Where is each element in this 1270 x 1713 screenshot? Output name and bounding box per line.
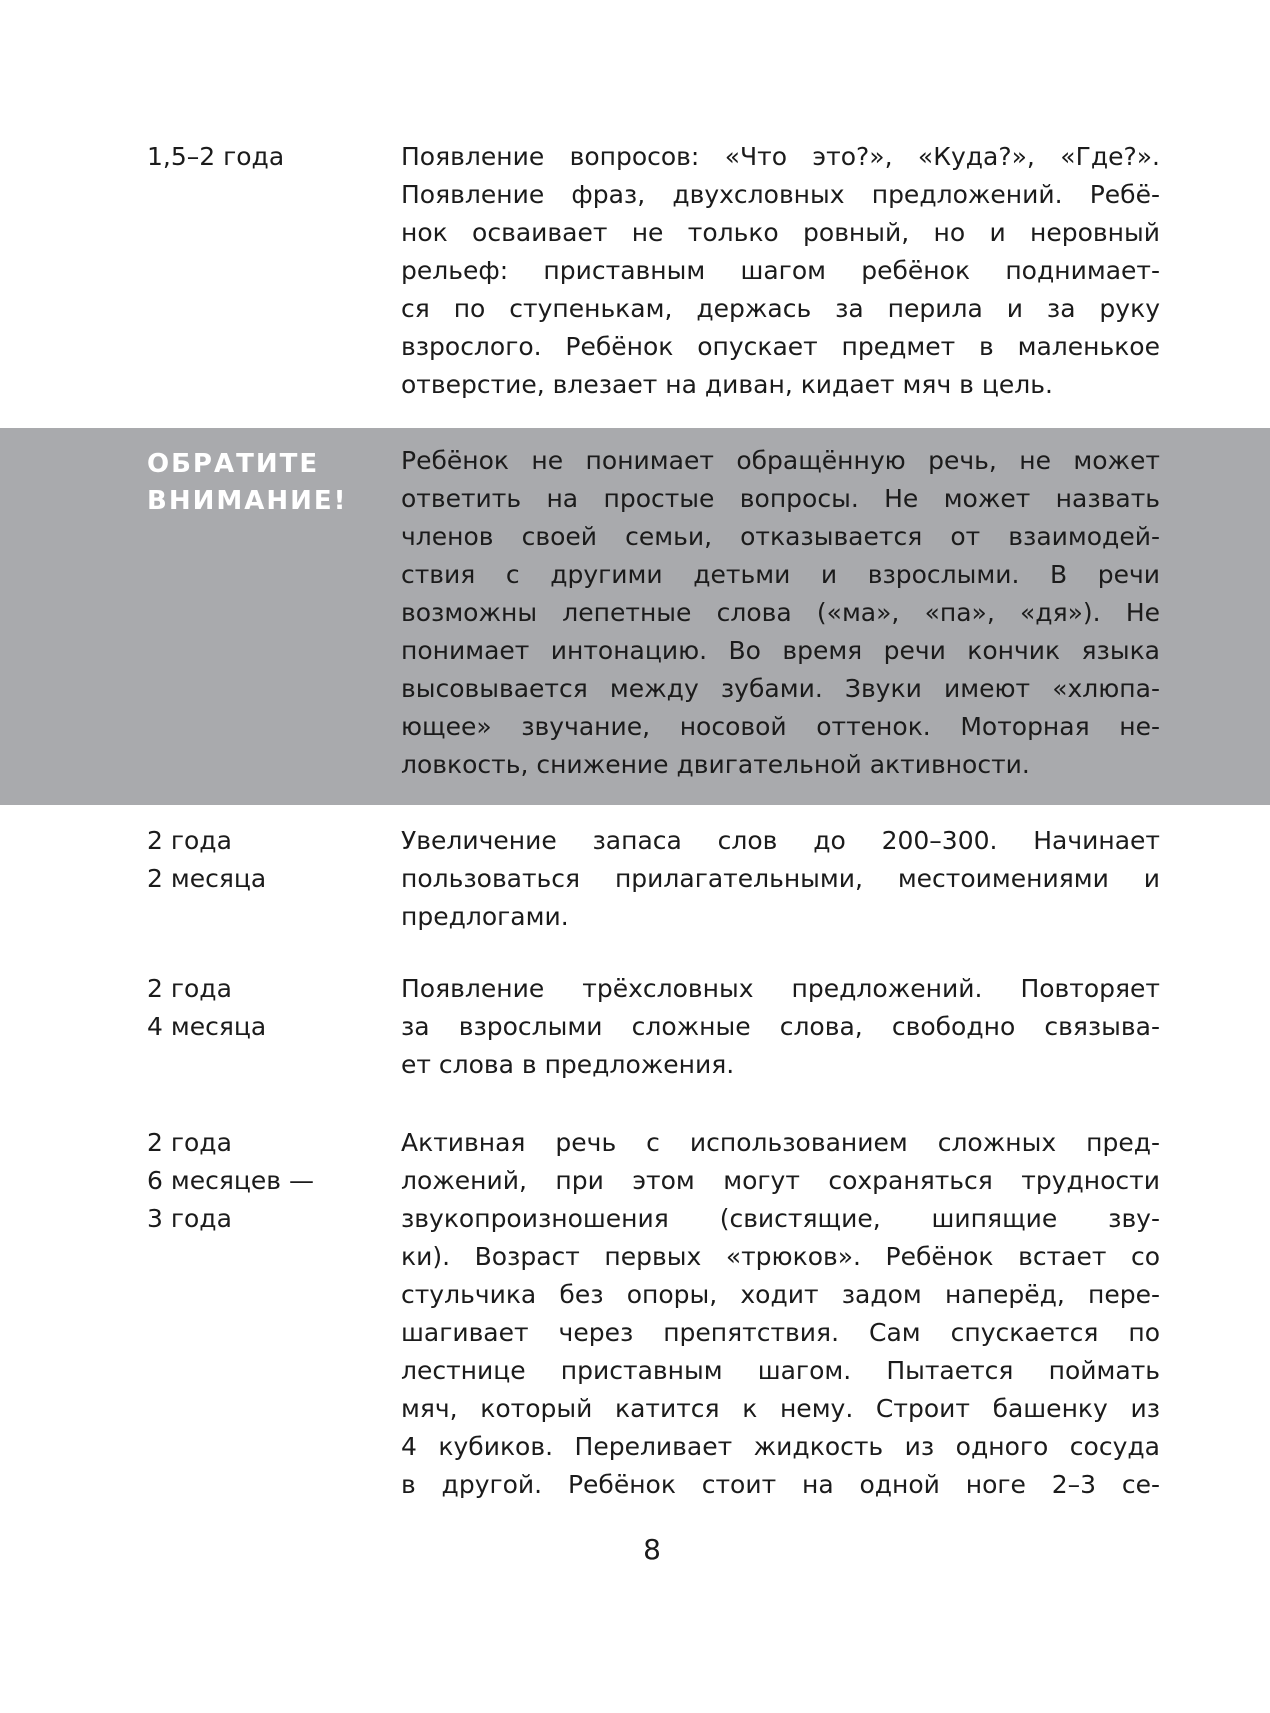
description-line: в другой. Ребёнок стоит на одной ноге 2–3 се- xyxy=(401,1470,1160,1499)
description-line: стульчика без опоры, ходит задом наперёд, пере- xyxy=(401,1280,1160,1309)
description-line: ет слова в предложения. xyxy=(401,1050,735,1079)
age-label-line: 3 года xyxy=(147,1204,232,1233)
warning-description xyxy=(401,442,1160,784)
page-number: 8 xyxy=(643,1533,661,1566)
description-line: Появление трёхсловных предложений. Повторяет xyxy=(401,974,1160,1003)
description-line: пользоваться прилагательными, местоимениями и xyxy=(401,864,1160,893)
description-line: звукопроизношения (свистящие, шипящие зву- xyxy=(401,1204,1160,1233)
description-line: ответить на простые вопросы. Не может назвать xyxy=(401,484,1160,513)
age-label-line: 4 месяца xyxy=(147,1012,267,1041)
description-line: отверстие, влезает на диван, кидает мяч в цель. xyxy=(401,370,1053,399)
age-description xyxy=(401,1124,1160,1504)
description-line: 4 кубиков. Переливает жидкость из одного сосуда xyxy=(401,1432,1160,1461)
description-line: высовывается между зубами. Звуки имеют «хлюпа- xyxy=(401,674,1160,703)
age-label-line: 2 года xyxy=(147,1128,232,1157)
warning-title xyxy=(147,446,347,520)
age-description xyxy=(401,970,1160,1084)
description-line: Ребёнок не понимает обращённую речь, не может xyxy=(401,446,1160,475)
age-label xyxy=(147,1124,387,1238)
age-description xyxy=(401,138,1160,404)
warning-section xyxy=(0,428,1270,805)
description-line: Появление фраз, двухсловных предложений. Ребё- xyxy=(401,180,1160,209)
age-label xyxy=(147,822,387,898)
description-line: ся по ступенькам, держась за перила и за руку xyxy=(401,294,1160,323)
description-line: Появление вопросов: «Что это?», «Куда?», «Где?». xyxy=(401,142,1160,171)
age-label-line: 6 месяцев — xyxy=(147,1166,314,1195)
age-label xyxy=(147,970,387,1046)
description-line: нок осваивает не только ровный, но и неровный xyxy=(401,218,1160,247)
description-line: ки). Возраст первых «трюков». Ребёнок встает со xyxy=(401,1242,1160,1271)
warning-title-line: ОБРАТИТЕ xyxy=(147,449,320,479)
warning-title-line: ВНИМАНИЕ! xyxy=(147,486,348,516)
description-line: возможны лепетные слова («ма», «па», «дя»). Не xyxy=(401,598,1160,627)
description-line: Активная речь с использованием сложных пред- xyxy=(401,1128,1160,1157)
description-line: за взрослыми сложные слова, свободно связыва- xyxy=(401,1012,1160,1041)
description-line: лестнице приставным шагом. Пытается поймать xyxy=(401,1356,1160,1385)
description-line: взрослого. Ребёнок опускает предмет в маленькое xyxy=(401,332,1160,361)
age-label-line: 2 года xyxy=(147,826,232,855)
description-line: понимает интонацию. Во время речи кончик языка xyxy=(401,636,1160,665)
age-label-line: 1,5–2 года xyxy=(147,142,285,171)
description-line: шагивает через препятствия. Сам спускается по xyxy=(401,1318,1160,1347)
description-line: ствия с другими детьми и взрослыми. В речи xyxy=(401,560,1160,589)
age-label-line: 2 года xyxy=(147,974,232,1003)
description-line: предлогами. xyxy=(401,902,569,931)
description-line: ложений, при этом могут сохраняться трудности xyxy=(401,1166,1160,1195)
description-line: Увеличение запаса слов до 200–300. Начинает xyxy=(401,826,1160,855)
age-label-line: 2 месяца xyxy=(147,864,267,893)
description-line: мяч, который катится к нему. Строит башенку из xyxy=(401,1394,1160,1423)
description-line: ловкость, снижение двигательной активности. xyxy=(401,750,1030,779)
age-label xyxy=(147,138,387,176)
description-line: рельеф: приставным шагом ребёнок поднимает- xyxy=(401,256,1160,285)
description-line: ющее» звучание, носовой оттенок. Моторная не- xyxy=(401,712,1160,741)
age-description xyxy=(401,822,1160,936)
description-line: членов своей семьи, отказывается от взаимодей- xyxy=(401,522,1160,551)
